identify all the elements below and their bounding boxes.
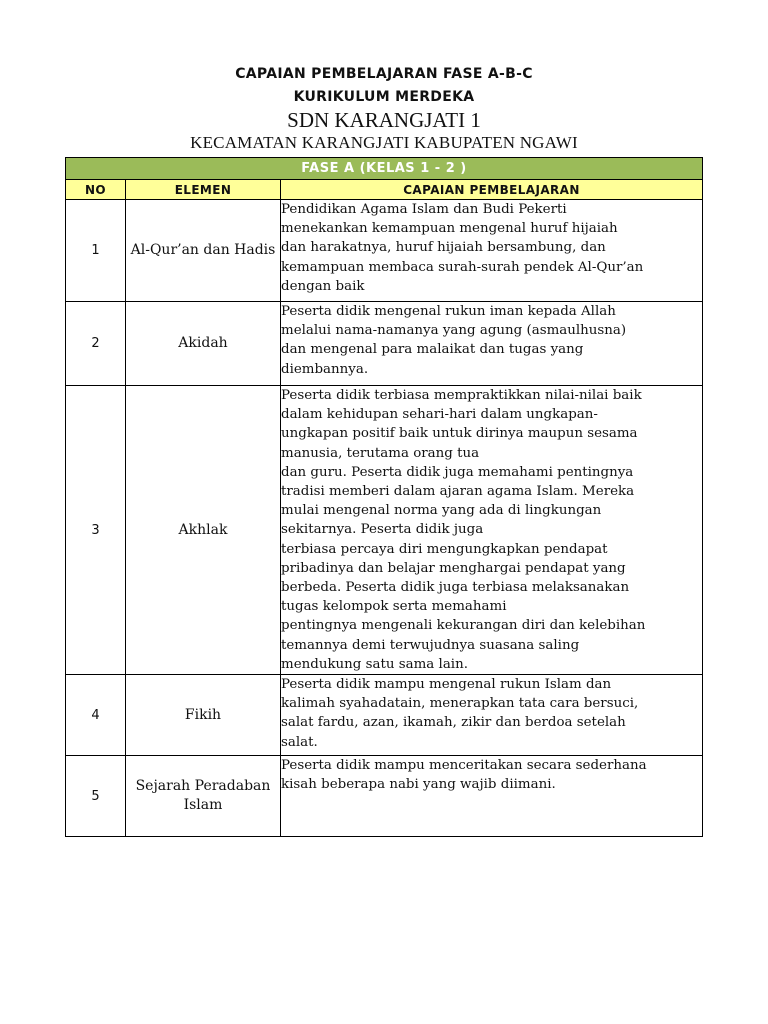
row-elemen: Akhlak — [126, 386, 281, 675]
row-number: 1 — [66, 200, 126, 302]
row-elemen: Al-Qur’an dan Hadis — [126, 200, 281, 302]
row-number: 2 — [66, 302, 126, 386]
capaian-line: ungkapan positif baik untuk dirinya maupun sesama — [281, 426, 638, 442]
capaian-line: dan harakatnya, huruf hijaiah bersambung, dan — [281, 240, 606, 256]
row-capaian — [281, 675, 703, 756]
capaian-line: tugas kelompok serta memahami — [281, 599, 507, 615]
capaian-line: pribadinya dan belajar menghargai pendapat yang — [281, 560, 626, 576]
capaian-line: melalui nama-namanya yang agung (asmaulhusna) — [281, 323, 627, 339]
capaian-line: salat. — [281, 734, 318, 750]
curriculum-title: KURIKULUM MERDEKA — [293, 89, 475, 105]
capaian-line: berbeda. Peserta didik juga terbiasa melaksanakan — [281, 580, 630, 596]
table-row — [66, 675, 703, 756]
capaian-line: kemampuan membaca surah-surah pendek Al-Qur’an — [281, 259, 644, 275]
capaian-line: dan mengenal para malaikat dan tugas yang — [281, 342, 584, 358]
row-capaian — [281, 386, 703, 675]
row-capaian — [281, 302, 703, 386]
row-number: 4 — [66, 675, 126, 756]
capaian-line: manusia, terutama orang tua — [281, 445, 480, 461]
capaian-line: Peserta didik terbiasa mempraktikkan nilai-nilai baik — [281, 388, 642, 403]
capaian-line: Peserta didik mampu menceritakan secara sederhana — [281, 758, 647, 774]
capaian-line: sekitarnya. Peserta didik juga — [281, 522, 484, 538]
table-row — [66, 386, 703, 675]
row-capaian — [281, 756, 703, 837]
capaian-line: salat fardu, azan, ikamah, zikir dan berdoa setelah — [281, 715, 626, 731]
row-number: 5 — [66, 756, 126, 837]
row-number: 3 — [66, 386, 126, 675]
capaian-line: tradisi memberi dalam ajaran agama Islam. Mereka — [281, 484, 635, 500]
capaian-line: kalimah syahadatain, menerapkan tata cara bersuci, — [281, 696, 639, 712]
capaian-line: menekankan kemampuan mengenal huruf hijaiah — [281, 221, 618, 237]
fase-header-row — [66, 158, 703, 180]
table-row — [66, 302, 703, 386]
row-elemen: Sejarah Peradaban Islam — [126, 756, 281, 837]
capaian-line: dalam kehidupan sehari-hari dalam ungkapan- — [281, 407, 598, 423]
capaian-line: Pendidikan Agama Islam dan Budi Pekerti — [281, 202, 567, 217]
capaian-line: kisah beberapa nabi yang wajib diimani. — [281, 777, 556, 793]
capaian-line: dan guru. Peserta didik juga memahami pentingnya — [281, 464, 634, 480]
school-name: SDN KARANGJATI 1 — [287, 108, 481, 132]
row-capaian — [281, 200, 703, 302]
capaian-line: mulai mengenal norma yang ada di lingkungan — [281, 503, 602, 519]
capaian-line: mendukung satu sama lain. — [281, 656, 468, 672]
capaian-line: Peserta didik mengenal rukun iman kepada Allah — [281, 304, 616, 319]
capaian-table — [65, 157, 703, 837]
capaian-line: temannya demi terwujudnya suasana saling — [281, 637, 580, 653]
table-row — [66, 200, 703, 302]
row-elemen: Akidah — [126, 302, 281, 386]
fase-title: FASE A (KELAS 1 - 2 ) — [66, 158, 703, 180]
capaian-line: pentingnya mengenali kekurangan diri dan kelebihan — [281, 618, 646, 634]
school-location: KECAMATAN KARANGJATI KABUPATEN NGAWI — [190, 133, 578, 152]
column-header-row — [66, 180, 703, 200]
column-header-no: NO — [66, 180, 126, 200]
column-header-elemen: ELEMEN — [126, 180, 281, 200]
column-header-capaian: CAPAIAN PEMBELAJARAN — [281, 180, 703, 200]
capaian-line: Peserta didik mampu mengenal rukun Islam dan — [281, 677, 612, 693]
capaian-line: diembannya. — [281, 361, 369, 377]
capaian-line: terbiasa percaya diri mengungkapkan pendapat — [281, 541, 608, 557]
table-row — [66, 756, 703, 837]
row-elemen: Fikih — [126, 675, 281, 756]
capaian-line: dengan baik — [281, 278, 365, 294]
document-title: CAPAIAN PEMBELAJARAN FASE A-B-C — [235, 66, 533, 82]
